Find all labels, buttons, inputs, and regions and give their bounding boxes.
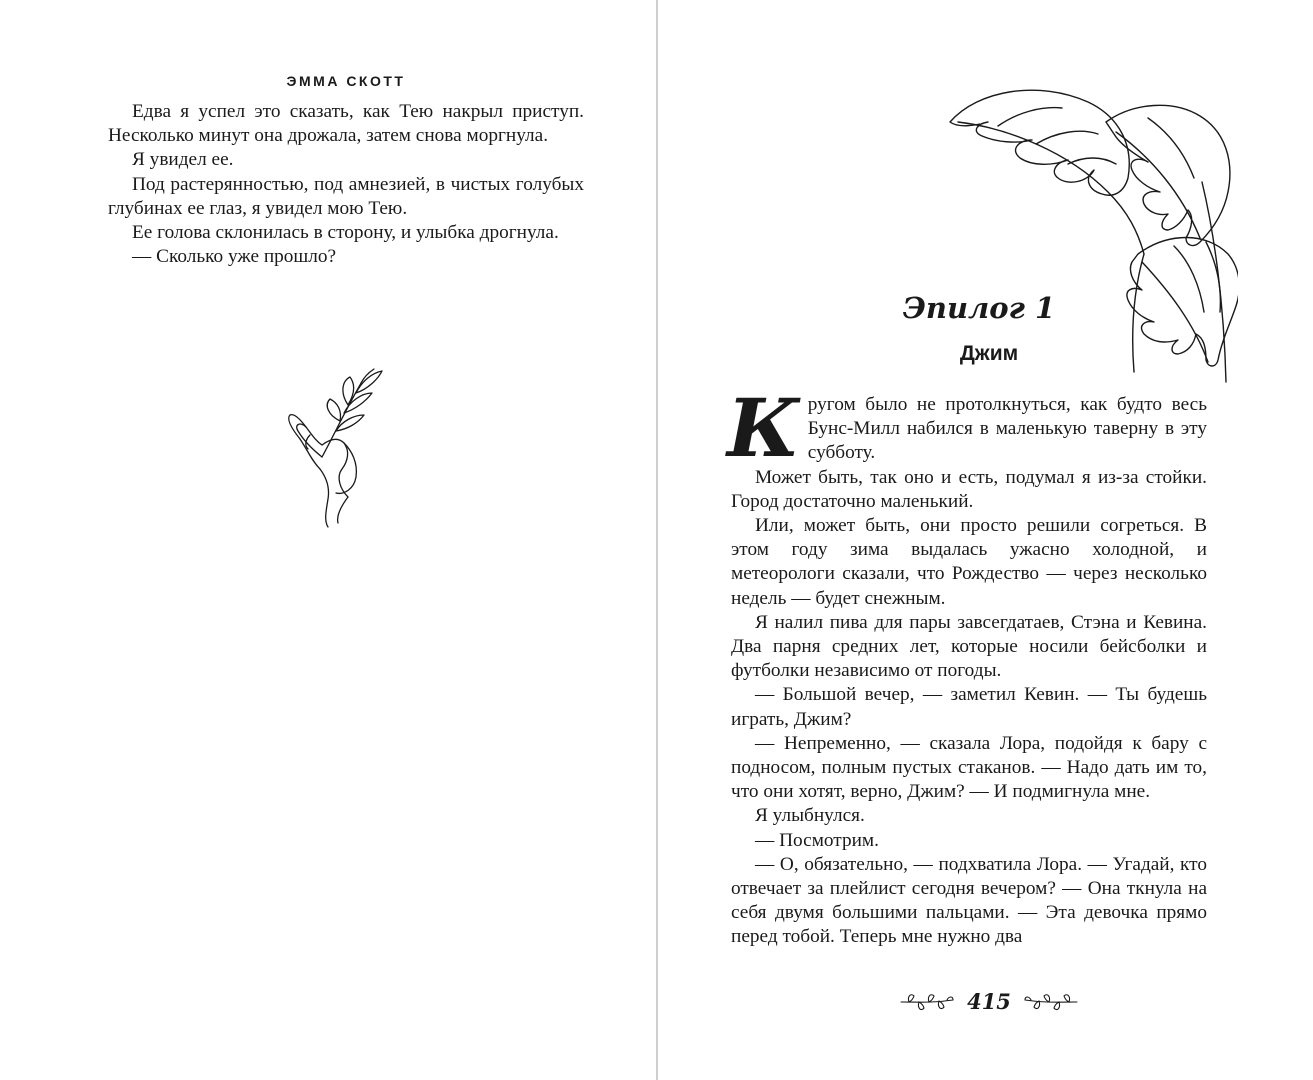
paragraph: Под растерянностью, под амнезией, в чистых голубых глубинах ее глаз, я увидел мою Тею. [108,173,584,219]
left-page-text [108,100,584,269]
page-folio [899,988,1079,1018]
paragraph: Или, может быть, они просто решили согреться. В этом году зима выдалась ужасно холодной, и метеорологи сказали, что Рождество — через несколько недель — будет снежным. [731,515,1207,609]
paragraph: Я налил пива для пары завсегдатаев, Стэна и Кевина. Два парня средних лет, которые носили бейсболки и футболки независимо от погоды. [731,611,1207,682]
first-paragraph [727,381,1207,475]
chapter-title: Эпилог 1 [902,291,1056,325]
paragraph: Я улыбнулся. [755,805,865,827]
page-number: 415 [967,989,1011,1014]
chapter-subtitle: Джим [959,342,1019,365]
paragraph: — Посмотрим. [755,829,879,851]
paragraph: — Непременно, — сказала Лора, подойдя к бару с подносом, полным пустых стаканов. — Надо дать им то, что они хотят, верно, Джим? — И подмигнула мне. [731,732,1207,803]
paragraph: Ее голова склонилась в сторону, и улыбка дрогнула. [132,222,559,244]
drop-cap: К [727,381,800,475]
paragraph: — О, обязательно, — подхватила Лора. — Угадай, кто отвечает за плейлист сегодня вечером? — Она ткнула на себя двумя большими пальцами. — Эта девочка прямо перед тобой. Теперь мне нужно два [731,853,1207,948]
running-head: ЭММА СКОТТ [286,73,406,89]
paragraph: Может быть, так оно и есть, подумал я из-за стойки. Город достаточно маленький. [731,466,1207,512]
first-paragraph-text: ругом было не протолкнуться, как будто весь Бунс-Милл набился в маленькую таверну в эту субботу. [807,394,1207,464]
left-page [0,0,656,1080]
sprig-ornament-icon [899,988,955,1016]
paragraph: Едва я успел это сказать, как Тею накрыл приступ. Несколько минут она дрожала, затем снова моргнула. [108,101,584,147]
book-spine [656,0,658,1080]
sprig-ornament-icon [1023,988,1079,1016]
right-page-text [727,381,1207,950]
paragraph: — Большой вечер, — заметил Кевин. — Ты будешь играть, Джим? [731,684,1207,730]
right-page [659,0,1313,1080]
paragraph: Я увидел ее. [132,149,234,171]
paragraph: — Сколько уже прошло? [132,246,337,268]
hand-holding-sprig-icon [282,365,394,530]
